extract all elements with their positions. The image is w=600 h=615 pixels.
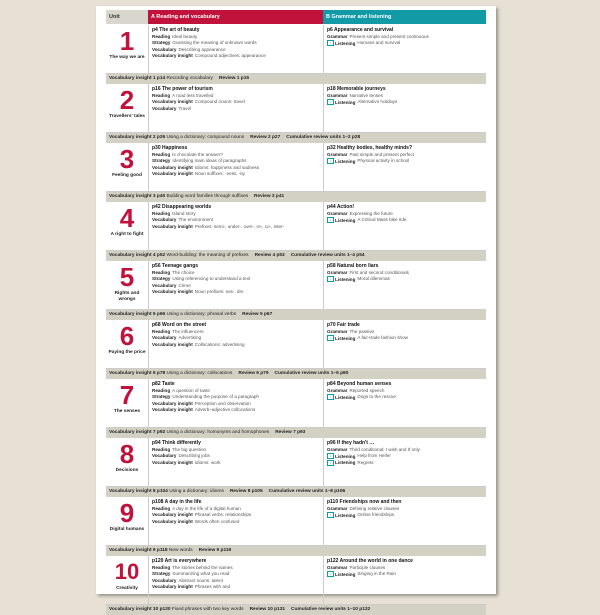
item-label: Listening <box>335 453 356 459</box>
unit-number-cell <box>106 320 148 368</box>
lesson-b-title: p96 If they hadn't … <box>327 440 375 446</box>
unit-row <box>106 556 486 605</box>
item-text: Singing in the Rain <box>357 571 396 577</box>
review-link: Review 8 p105 <box>229 489 263 494</box>
item-label: Vocabulary insight <box>152 53 193 59</box>
header-reading-vocabulary: A Reading and vocabulary <box>148 10 323 24</box>
item-text: Guessing the meaning of unknown words <box>172 40 257 46</box>
lesson-item <box>327 460 483 467</box>
item-label: Listening <box>335 40 356 46</box>
lesson-item <box>327 394 483 401</box>
item-text: Compound adjectives: appearance <box>194 53 266 59</box>
lesson-a-title: p56 Teenage gangs <box>152 263 199 269</box>
item-label: Strategy <box>152 40 171 46</box>
item-label: Grammar <box>327 34 348 39</box>
item-text: Defining relative clauses <box>349 506 400 511</box>
header-unit: Unit <box>106 10 148 24</box>
review-link: Review 4 p53 <box>254 253 285 258</box>
unit-number: 4 <box>119 203 135 233</box>
lesson-b-title: p110 Friendships now and then <box>327 499 402 505</box>
lesson-item <box>152 106 320 112</box>
review-link: Review 7 p93 <box>275 430 306 435</box>
insight-lead: Vocabulary insight 10 <box>109 607 159 612</box>
item-text: Using referencing to understand a text <box>172 276 251 282</box>
lesson-item <box>327 40 483 47</box>
item-label: Vocabulary insight <box>152 400 193 406</box>
item-label: Strategy <box>152 158 171 164</box>
grammar-listening-cell <box>323 202 486 250</box>
lesson-item <box>152 53 320 59</box>
item-text: Describing appearance <box>178 46 226 52</box>
item-text: Noun suffixes: -ness, -ity <box>194 171 245 177</box>
item-text: Advertising <box>178 335 202 341</box>
item-text: Describing jobs <box>178 453 210 459</box>
item-label: Reading <box>152 388 171 393</box>
item-text: Travel <box>178 105 192 111</box>
header-grammar-listening: B Grammar and listening <box>323 10 486 24</box>
unit-number: 5 <box>119 262 135 292</box>
item-text: Help from Heifer <box>357 453 391 459</box>
unit-row <box>106 84 486 133</box>
item-text: The big question <box>172 447 207 452</box>
unit-number: 1 <box>119 26 135 56</box>
vocabulary-insight-bar <box>106 546 486 556</box>
audio-icon: ♪ <box>327 460 334 466</box>
lesson-a-title: p16 The power of tourism <box>152 86 213 92</box>
grammar-listening-cell <box>323 556 486 604</box>
lesson-item <box>327 99 483 106</box>
audio-icon: ♪ <box>327 276 334 282</box>
item-label: Reading <box>152 211 171 216</box>
lesson-item <box>152 224 320 230</box>
item-text: Noun prefixes: mis-, dis- <box>194 289 245 295</box>
review-link: Review 10 p131 <box>249 607 286 612</box>
item-label: Reading <box>152 506 171 511</box>
audio-icon: ♪ <box>327 335 334 341</box>
insight-page: p66 <box>156 312 166 317</box>
item-label: Vocabulary <box>152 577 177 583</box>
item-text: Is chocolate the answer? <box>172 152 223 157</box>
review-link: Review 2 p27 <box>250 135 281 140</box>
item-text: Perception and observation <box>194 400 251 406</box>
lesson-item <box>152 584 320 590</box>
review-link: Review 6 p79 <box>238 371 269 376</box>
grammar-listening-cell <box>323 438 486 486</box>
lesson-item <box>152 519 320 525</box>
lesson-item <box>152 342 320 348</box>
item-text: Words often confused <box>194 518 240 524</box>
item-text: A fair-trade fashion show <box>357 335 408 341</box>
insight-lead: Vocabulary insight 2 <box>109 135 156 140</box>
item-text: The passive <box>349 329 375 334</box>
lesson-item <box>327 571 483 578</box>
unit-number: 2 <box>119 85 135 115</box>
unit-number: 3 <box>119 144 135 174</box>
item-text: Reported speech <box>349 388 385 393</box>
item-label: Vocabulary <box>152 335 177 341</box>
vocabulary-insight-bar <box>106 605 486 615</box>
item-label: Listening <box>335 276 356 282</box>
item-text: Regrets <box>357 460 374 466</box>
insight-topic: Using a dictionary: homonyms and homophones <box>166 430 270 435</box>
audio-icon: ♪ <box>327 99 334 105</box>
vocabulary-insight-bar <box>106 192 486 202</box>
reading-vocabulary-cell <box>148 84 323 132</box>
lesson-item <box>152 460 320 466</box>
item-label: Vocabulary insight <box>152 171 193 177</box>
unit-row <box>106 379 486 428</box>
item-label: Vocabulary <box>152 46 177 52</box>
item-label: Vocabulary <box>152 282 177 288</box>
unit-number-cell <box>106 25 148 73</box>
item-label: Grammar <box>327 211 348 216</box>
insight-page: p92 <box>156 430 166 435</box>
insight-page: p104 <box>156 489 168 494</box>
grammar-listening-cell <box>323 320 486 368</box>
lesson-b-title: p6 Appearance and survival <box>327 27 394 33</box>
item-label: Grammar <box>327 152 348 157</box>
item-label: Reading <box>152 329 171 334</box>
review-link: Review 5 p67 <box>242 312 273 317</box>
vocabulary-insight-bar <box>106 487 486 497</box>
lesson-a-title: p30 Happiness <box>152 145 188 151</box>
unit-number-cell <box>106 202 148 250</box>
lesson-b-title: p70 Fair trade <box>327 322 360 328</box>
unit-name: The senses <box>113 409 141 414</box>
item-label: Strategy <box>152 571 171 577</box>
reading-vocabulary-cell <box>148 261 323 309</box>
lesson-item <box>152 289 320 295</box>
item-text: The environment <box>178 217 213 223</box>
item-text: Phrasal verbs: relationships <box>194 512 252 518</box>
unit-number: 6 <box>119 321 135 351</box>
unit-number-cell <box>106 84 148 132</box>
unit-number: 10 <box>114 559 140 584</box>
insight-lead: Vocabulary insight 3 <box>109 194 156 199</box>
reading-vocabulary-cell <box>148 379 323 427</box>
grammar-listening-cell <box>323 143 486 191</box>
item-text: Idioms: happiness and sadness <box>194 164 260 170</box>
item-text: Crime <box>178 282 191 288</box>
item-label: Vocabulary <box>152 453 177 459</box>
insight-topic: Recording vocabulary <box>166 76 213 81</box>
item-text: A question of taste <box>172 388 210 393</box>
item-label: Reading <box>152 93 171 98</box>
reading-vocabulary-cell <box>148 320 323 368</box>
unit-row <box>106 438 486 487</box>
item-label: Vocabulary insight <box>152 99 193 105</box>
insight-page: p14 <box>156 76 166 81</box>
item-label: Vocabulary insight <box>152 512 193 518</box>
grammar-listening-cell <box>323 84 486 132</box>
item-text: Third conditional; I wish and If only <box>349 447 420 452</box>
item-label: Vocabulary insight <box>152 223 193 229</box>
item-text: Collocations: advertising <box>194 341 245 347</box>
insight-lead: Vocabulary insight 4 <box>109 253 156 258</box>
insight-page: p40 <box>156 194 166 199</box>
item-label: Vocabulary insight <box>152 407 193 413</box>
item-label: Grammar <box>327 329 348 334</box>
review-link: Cumulative review units 1–8 p106 <box>268 489 346 494</box>
unit-row <box>106 261 486 310</box>
item-text: Expressing the future <box>349 211 393 216</box>
item-text: Identifying main ideas of paragraphs <box>172 158 247 164</box>
lesson-item <box>327 158 483 165</box>
insight-topic: Using a dictionary: collocations <box>166 371 233 376</box>
item-label: Vocabulary insight <box>152 289 193 295</box>
insight-lead: Vocabulary insight 1 <box>109 76 156 81</box>
insight-topic: Using a dictionary: compound nouns <box>166 135 245 140</box>
item-text: A Critical Mass bike ride <box>357 217 407 223</box>
lesson-a-title: p94 Think differently <box>152 440 201 446</box>
item-text: The choice <box>172 270 195 275</box>
lesson-a-title: p82 Taste <box>152 381 175 387</box>
unit-number: 7 <box>119 380 135 410</box>
lesson-b-title: p58 Natural born liars <box>327 263 379 269</box>
lesson-item <box>152 407 320 413</box>
item-text: Ideal beauty <box>172 34 198 39</box>
item-label: Listening <box>335 335 356 341</box>
item-label: Strategy <box>152 276 171 282</box>
vocabulary-insight-bar <box>106 369 486 379</box>
item-label: Reading <box>152 152 171 157</box>
reading-vocabulary-cell <box>148 497 323 545</box>
item-text: Understanding the purpose of a paragraph <box>172 394 259 400</box>
insight-topic: Fixed phrases with two key words <box>171 607 244 612</box>
lesson-item <box>327 512 483 519</box>
contents-page <box>96 6 496 612</box>
lesson-a-title: p68 Word on the street <box>152 322 207 328</box>
lesson-b-title: p32 Healthy bodies, healthy minds? <box>327 145 413 151</box>
audio-icon: ♪ <box>327 158 334 164</box>
audio-icon: ♪ <box>327 394 334 400</box>
item-text: Abstract nouns: talent <box>178 577 223 583</box>
unit-number: 9 <box>119 498 135 528</box>
item-label: Vocabulary insight <box>152 341 193 347</box>
unit-name: Rights and wrongs <box>114 291 140 302</box>
item-text: Island story <box>172 211 196 216</box>
insight-page: p130 <box>159 607 171 612</box>
item-text: Phrases with and <box>194 584 231 590</box>
item-label: Listening <box>335 99 356 105</box>
insight-page: p118 <box>156 548 168 553</box>
item-label: Grammar <box>327 93 348 98</box>
item-text: Past simple and present perfect <box>349 152 415 157</box>
unit-name: Feeling good <box>112 173 142 178</box>
lesson-item <box>327 335 483 342</box>
insight-lead: Vocabulary insight 5 <box>109 312 156 317</box>
lesson-item <box>152 171 320 177</box>
review-link: Cumulative review units 1–4 p54 <box>290 253 365 258</box>
lesson-a-title: p120 Art is everywhere <box>152 558 207 564</box>
review-link: Cumulative review units 1–2 p28 <box>286 135 361 140</box>
grammar-listening-cell <box>323 379 486 427</box>
insight-topic: Using a dictionary: idioms <box>169 489 224 494</box>
item-text: Physical activity in school <box>357 158 410 164</box>
item-label: Reading <box>152 34 171 39</box>
unit-row <box>106 25 486 74</box>
unit-row <box>106 320 486 369</box>
audio-icon: ♪ <box>327 571 334 577</box>
item-text: Adverb–adjective collocations <box>194 407 256 413</box>
item-label: Listening <box>335 571 356 577</box>
unit-row <box>106 202 486 251</box>
item-text: Prefixes: semi-, under-, over-, re-, co-, inter- <box>194 223 285 229</box>
item-label: Vocabulary <box>152 217 177 223</box>
reading-vocabulary-cell <box>148 556 323 604</box>
lesson-item <box>327 276 483 283</box>
unit-name: A right to fight <box>110 232 144 237</box>
item-text: Alternative holidays <box>357 99 398 105</box>
review-link: Review 1 p15 <box>218 76 250 81</box>
item-label: Vocabulary insight <box>152 459 193 465</box>
item-label: Listening <box>335 512 356 518</box>
item-label: Strategy <box>152 394 171 400</box>
item-text: A road less travelled <box>172 93 214 98</box>
lesson-a-title: p108 A day in the life <box>152 499 202 505</box>
vocabulary-insight-bar <box>106 133 486 143</box>
insight-page: p52 <box>156 253 166 258</box>
lesson-b-title: p44 Action! <box>327 204 355 210</box>
item-label: Reading <box>152 447 171 452</box>
item-text: Compound nouns: travel <box>194 99 245 105</box>
item-label: Vocabulary insight <box>152 164 193 170</box>
item-label: Vocabulary <box>152 105 177 111</box>
item-label: Listening <box>335 217 356 223</box>
item-text: Humans and survival <box>357 40 401 46</box>
item-text: Summarizing what you read <box>172 571 230 577</box>
vocabulary-insight-bar <box>106 251 486 261</box>
grammar-listening-cell <box>323 261 486 309</box>
unit-row <box>106 143 486 192</box>
unit-number-cell <box>106 556 148 604</box>
lesson-b-title: p18 Memorable journeys <box>327 86 386 92</box>
vocabulary-insight-bar <box>106 74 486 84</box>
item-label: Grammar <box>327 270 348 275</box>
item-label: Reading <box>152 270 171 275</box>
review-link: Cumulative review units 1–6 p80 <box>274 371 349 376</box>
audio-icon: ♪ <box>327 40 334 46</box>
unit-name: Creativity <box>116 586 138 591</box>
insight-page: p78 <box>156 371 166 376</box>
unit-name: Travellers' tales <box>109 114 145 119</box>
lesson-b-title: p122 Around the world in one dance <box>327 558 413 564</box>
item-text: A day in the life of a digital human <box>172 506 241 511</box>
grammar-listening-cell <box>323 497 486 545</box>
insight-lead: Vocabulary insight 9 <box>109 548 156 553</box>
insight-topic: Using a dictionary: phrasal verbs <box>166 312 237 317</box>
item-label: Reading <box>152 565 171 570</box>
insight-topic: New words <box>168 548 193 553</box>
insight-page: p26 <box>156 135 166 140</box>
audio-icon: ♪ <box>327 453 334 459</box>
lesson-item <box>327 217 483 224</box>
item-text: First and second conditionals <box>349 270 409 275</box>
unit-name: Decisions <box>115 468 139 473</box>
units-list <box>106 25 486 615</box>
item-label: Grammar <box>327 388 348 393</box>
lesson-item <box>327 453 483 460</box>
unit-name: Digital humans <box>109 527 145 532</box>
audio-icon: ♪ <box>327 217 334 223</box>
lesson-a-title: p42 Disappearing worlds <box>152 204 212 210</box>
item-text: Online friendships <box>357 512 395 518</box>
item-text: Dogs to the rescue <box>357 394 396 400</box>
insight-lead: Vocabulary insight 6 <box>109 371 156 376</box>
grammar-listening-cell <box>323 25 486 73</box>
item-text: Present simple and present continuous <box>349 34 429 39</box>
unit-name: Paying the price <box>108 350 146 355</box>
item-label: Grammar <box>327 565 348 570</box>
reading-vocabulary-cell <box>148 143 323 191</box>
item-text: The influencers <box>172 329 204 334</box>
audio-icon: ♪ <box>327 512 334 518</box>
unit-number-cell <box>106 261 148 309</box>
insight-lead: Vocabulary insight 7 <box>109 430 156 435</box>
review-link: Review 9 p119 <box>198 548 232 553</box>
unit-number-cell <box>106 379 148 427</box>
lesson-b-title: p84 Beyond human senses <box>327 381 392 387</box>
reading-vocabulary-cell <box>148 202 323 250</box>
unit-number: 8 <box>119 439 135 469</box>
item-label: Listening <box>335 394 356 400</box>
unit-row <box>106 497 486 546</box>
insight-lead: Vocabulary insight 8 <box>109 489 156 494</box>
unit-name: The way we are <box>109 55 145 60</box>
lesson-a-title: p4 The art of beauty <box>152 27 200 33</box>
insight-topic: Word-building: the meaning of prefixes <box>166 253 249 258</box>
vocabulary-insight-bar <box>106 428 486 438</box>
reading-vocabulary-cell <box>148 25 323 73</box>
vocabulary-insight-bar <box>106 310 486 320</box>
insight-topic: Building word families through suffixes <box>166 194 249 199</box>
unit-number-cell <box>106 143 148 191</box>
item-text: Narrative tenses <box>349 93 383 98</box>
unit-number-cell <box>106 438 148 486</box>
item-label: Listening <box>335 460 356 466</box>
item-label: Grammar <box>327 506 348 511</box>
item-text: Moral dilemmas <box>357 276 390 282</box>
review-link: Cumulative review units 1–10 p132 <box>291 607 371 612</box>
table-header <box>106 10 486 24</box>
unit-number-cell <box>106 497 148 545</box>
item-label: Grammar <box>327 447 348 452</box>
item-text: Idioms: work <box>194 459 221 465</box>
review-link: Review 3 p41 <box>254 194 285 199</box>
item-text: Participle clauses <box>349 565 386 570</box>
item-label: Vocabulary insight <box>152 518 193 524</box>
item-label: Listening <box>335 158 356 164</box>
item-label: Vocabulary insight <box>152 584 193 590</box>
item-text: The stories behind the names <box>172 565 233 570</box>
reading-vocabulary-cell <box>148 438 323 486</box>
